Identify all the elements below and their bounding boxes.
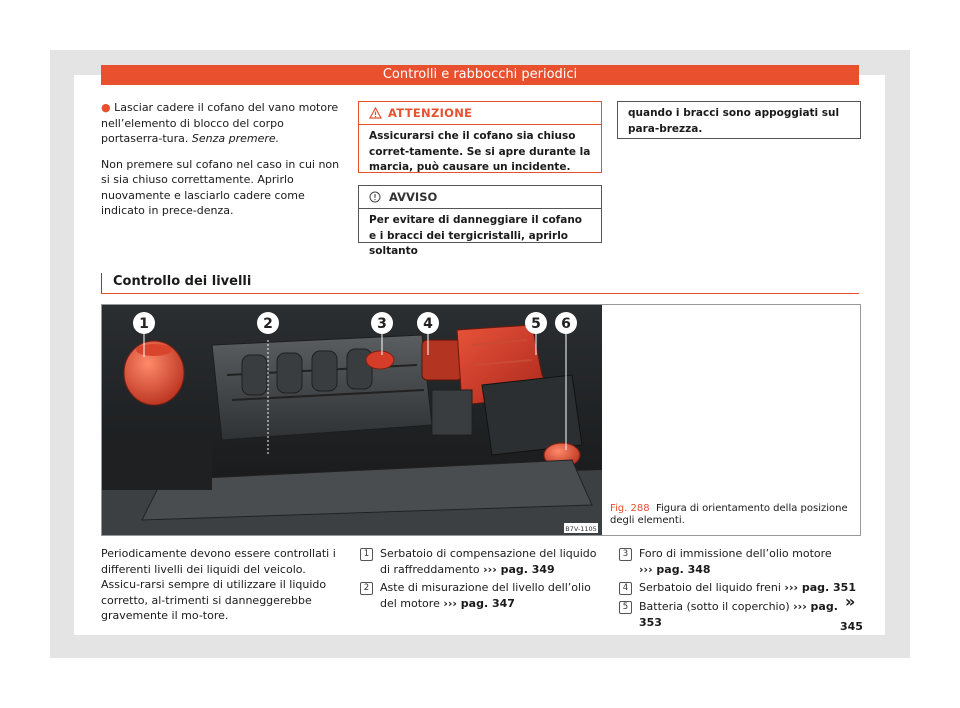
bullet-text: Lasciar cadere il cofano del vano motore nell’elemento di blocco del corpo portaserra-tura.	[101, 101, 339, 145]
figure-caption	[610, 503, 850, 527]
warning-text: Assicurarsi che il cofano sia chiuso corret-tamente. Se si apre durante la marcia, può causare un incidente.	[369, 130, 591, 173]
warning-triangle-icon	[369, 107, 382, 119]
legend-number: 1	[360, 548, 373, 561]
bullet-italic: Senza premere.	[191, 132, 280, 145]
continue-icon: »	[845, 592, 856, 611]
section-marker	[101, 273, 102, 293]
page-number: 345	[840, 620, 863, 633]
page-reference: ››› pag. 347	[443, 596, 515, 610]
legend-text: Foro di immissione dell’olio motore	[639, 547, 832, 560]
legend-number: 2	[360, 582, 373, 595]
figure-label: Fig. 288	[610, 503, 650, 514]
legend-number: 4	[619, 582, 632, 595]
marker-1-label: 1	[139, 316, 149, 332]
marker-3-label: 3	[377, 316, 387, 332]
legend-number: 3	[619, 548, 632, 561]
notice-continuation-text: quando i bracci sono appoggiati sul para-brezza.	[628, 107, 840, 135]
engine-bay-image	[102, 305, 602, 535]
intro-paragraph: Periodicamente devono essere controllati i differenti livelli dei liquidi del veicolo. Assicu-rarsi sempre di utilizzare il liquido corretto, al-trimenti si danneggerebbe gravemente il mo-tore.	[101, 547, 336, 622]
marker-2-label: 2	[263, 316, 273, 332]
legend-text: Serbatoio del liquido freni	[639, 581, 781, 594]
page-reference: ››› pag. 351	[784, 581, 856, 594]
notice-text: Per evitare di danneggiare il cofano e i bracci dei tergicristalli, aprirlo soltanto	[369, 214, 583, 257]
section-heading	[101, 273, 859, 294]
legend-text: Aste di misurazione del livello dell’olio del motore	[380, 581, 591, 610]
figure	[101, 304, 861, 536]
info-circle-icon	[369, 191, 381, 203]
warning-header	[359, 102, 601, 125]
page-reference: ››› pag. 348	[639, 562, 711, 576]
legend-number: 5	[619, 601, 632, 614]
bullet-icon: ●	[101, 101, 115, 114]
warning-box	[358, 101, 602, 173]
marker-6-label: 6	[561, 316, 571, 332]
left-column	[101, 100, 341, 229]
legend-text: Serbatoio di compensazione del liquido di raffreddamento	[380, 547, 597, 576]
notice-continuation-box	[617, 101, 861, 139]
legend-text: Batteria (sotto il coperchio)	[639, 600, 790, 613]
page-reference: ››› pag. 349	[483, 562, 555, 576]
notice-title: AVVISO	[389, 190, 438, 204]
chapter-header: Controlli e rabbocchi periodici	[101, 65, 859, 85]
notice-header	[359, 186, 601, 209]
figure-caption-text: Figura di orientamento della posizione degli elementi.	[610, 503, 848, 526]
section-title: Controllo dei livelli	[113, 274, 252, 289]
warning-title: ATTENZIONE	[388, 106, 473, 120]
bullet-paragraph	[101, 100, 341, 147]
paragraph: Non premere sul cofano nel caso in cui non si sia chiuso correttamente. Aprirlo nuovamente e lasciarlo cadere come indicato in prece-denza.	[101, 157, 340, 217]
page-reference: ››› pag. 353	[639, 600, 838, 629]
figure-code: B7V-1105	[565, 525, 597, 533]
marker-5-label: 5	[531, 316, 541, 332]
notice-box	[358, 185, 602, 257]
marker-4-label: 4	[423, 316, 433, 332]
